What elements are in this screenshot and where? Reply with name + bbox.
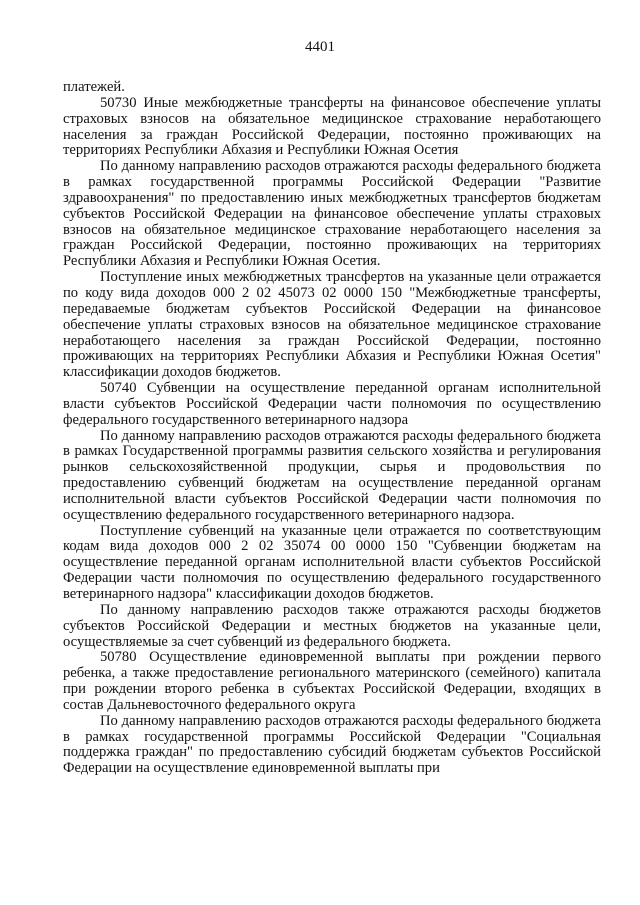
paragraph-heading-50780: 50780 Осуществление единовременной выплаты при рождении первого ребенка, а также предоставление регионального материнского (семейного) капитала при рождении второго ребенка в субъектах Российской Федерации, входящих в состав Дальневосточного федерального округа [63, 649, 601, 713]
paragraph-50730-income: Поступление иных межбюджетных трансфертов на указанные цели отражается по коду вида доходов 000 2 02 45073 02 0000 150 "Межбюджетные трансферты, передаваемые бюджетам субъектов Российской Федерации на финансовое обеспечение уплаты страховых взносов на обязательное медицинское страхование неработающего населения за граждан Российской Федерации, постоянно проживающих на территориях Республики Абхазия и Республики Южная Осетия" классификации доходов бюджетов. [63, 269, 601, 381]
document-body [63, 80, 601, 777]
page-number: 4401 [305, 39, 335, 55]
paragraph-50730-expenses: По данному направлению расходов отражаются расходы федерального бюджета в рамках государственной программы Российской Федерации "Развитие здравоохранения" по предоставлению иных межбюджетных трансфертов бюджетам субъектов Российской Федерации на финансовое обеспечение уплаты страховых взносов на обязательное медицинское страхование неработающего населения за граждан Российской Федерации, постоянно проживающих на территориях Республики Абхазия и Республики Южная Осетия. [63, 158, 601, 270]
paragraph-50740-expenses: По данному направлению расходов отражаются расходы федерального бюджета в рамках Государственной программы развития сельского хозяйства и регулирования рынков сельскохозяйственной продукции, сырья и продовольствия по предоставлению субвенций бюджетам на осуществление переданной органам исполнительной власти субъектов Российской Федерации части полномочия по осуществлению федерального государственного ветеринарного надзора. [63, 427, 601, 523]
paragraph-50740-income: Поступление субвенций на указанные цели отражается по соответствующим кодам вида доходов 000 2 02 35074 00 0000 150 "Субвенции бюджетам на осуществление переданной органам исполнительной власти субъектов Российской Федерации части полномочия по осуществлению федерального государственного ветеринарного надзора" классификации доходов бюджетов. [63, 522, 601, 602]
paragraph-50740-regional: По данному направлению расходов также отражаются расходы бюджетов субъектов Российской Федерации и местных бюджетов на указанные цели, осуществляемые за счет субвенций из федерального бюджета. [63, 601, 601, 650]
paragraph-continuation: платежей. [63, 79, 125, 95]
paragraph-50780-expenses: По данному направлению расходов отражаются расходы федерального бюджета в рамках государственной программы Российской Федерации "Социальная поддержка граждан" по предоставлению субсидий бюджетам субъектов Российской Федерации на осуществление единовременной выплаты при [63, 712, 601, 777]
paragraph-heading-50740: 50740 Субвенции на осуществление переданной органам исполнительной власти субъектов Российской Федерации части полномочия по осуществлению федерального государственного ветеринарного надзора [63, 380, 601, 428]
paragraph-heading-50730: 50730 Иные межбюджетные трансферты на финансовое обеспечение уплаты страховых взносов на обязательное медицинское страхование неработающего населения за граждан Российской Федерации, постоянно проживающих на территориях Республики Абхазия и Республики Южная Осетия [63, 94, 601, 159]
